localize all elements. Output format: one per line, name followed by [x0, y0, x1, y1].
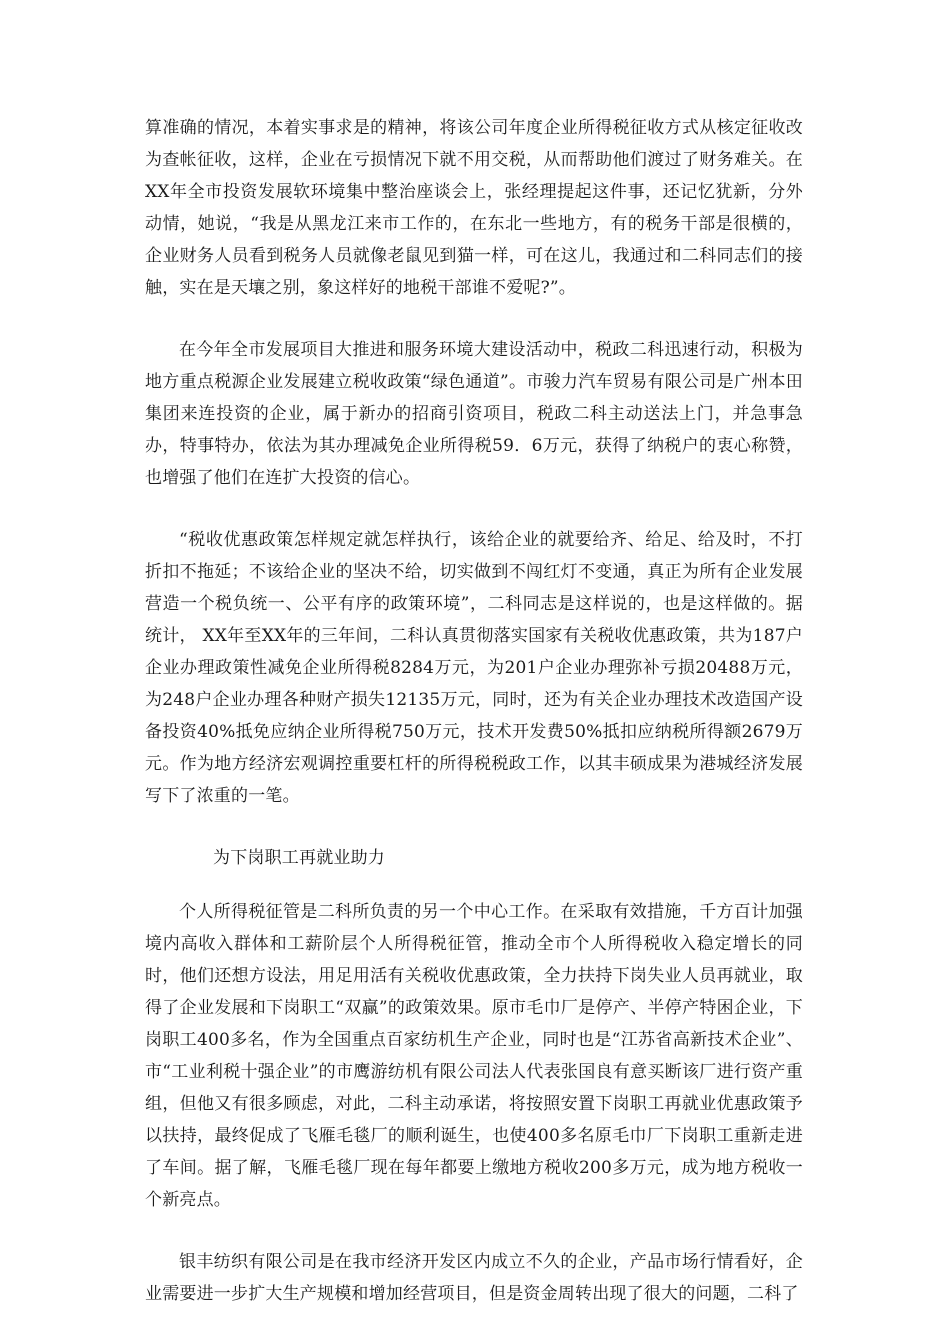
- paragraph-2: 在今年全市发展项目大推进和服务环境大建设活动中，税政二科迅速行动，积极为地方重点税源企业发展建立税收政策“绿色通道”。市骏力汽车贸易有限公司是广州本田集团来连投资的企业，属于新办的招商引资项目，税政二科主动送法上门，并急事急办，特事特办，依法为其办理减免企业所得税59．6万元，获得了纳税户的衷心称赞，也增强了他们在连扩大投资的信心。: [145, 340, 803, 488]
- paragraph-3: “税收优惠政策怎样规定就怎样执行，该给企业的就要给齐、给足、给及时，不打折扣不拖延；不该给企业的坚决不给，切实做到不闯红灯不变通，真正为所有企业发展营造一个税负统一、公平有序的政策环境”，二科同志是这样说的，也是这样做的。据统计， XX年至XX年的三年间，二科认真贯彻落实国家有关税收优惠政策，共为187户企业办理政策性减免企业所得税8284万元，为201户企业办理弥补亏损20488万元，为248户企业办理各种财产损失12135万元，同时，还为有关企业办理技术改造国产设备投资40%抵免应纳企业所得税750万元，技术开发费50%抵扣应纳税所得额2679万元。作为地方经济宏观调控重要杠杆的所得税税政工作，以其丰硕成果为港城经济发展写下了浓重的一笔。: [145, 530, 803, 806]
- paragraph-4: 个人所得税征管是二科所负责的另一个中心工作。在采取有效措施，千方百计加强境内高收入群体和工薪阶层个人所得税征管，推动全市个人所得税收入稳定增长的同时，他们还想方设法，用足用活有关税收优惠政策，全力扶持下岗失业人员再就业，取得了企业发展和下岗职工“双赢”的政策效果。原市毛巾厂是停产、半停产特困企业，下岗职工400多名，作为全国重点百家纺机生产企业，同时也是“江苏省高新技术企业”、市“工业利税十强企业”的市鹰游纺机有限公司法人代表张国良有意买断该厂进行资产重组，但他又有很多顾虑，对此，二科主动承诺，将按照安置下岗职工再就业优惠政策予以扶持，最终促成了飞雁毛毯厂的顺利诞生，也使400多名原毛巾厂下岗职工重新走进了车间。据了解，飞雁毛毯厂现在每年都要上缴地方税收200多万元，成为地方税收一个新亮点。: [145, 902, 803, 1210]
- section-heading: 为下岗职工再就业助力: [213, 848, 385, 868]
- document-body: [145, 112, 803, 1340]
- paragraph-1: 算准确的情况，本着实事求是的精神，将该公司年度企业所得税征收方式从核定征收改为查帐征收，这样，企业在亏损情况下就不用交税，从而帮助他们渡过了财务难关。在XX年全市投资发展软环境集中整治座谈会上，张经理提起这件事，还记忆犹新，分外动情，她说，“我是从黑龙江来市工作的，在东北一些地方，有的税务干部是很横的，企业财务人员看到税务人员就像老鼠见到猫一样，可在这儿，我通过和二科同志们的接触，实在是天壤之别，象这样好的地税干部谁不爱呢?”。: [145, 118, 803, 298]
- paragraph-5: 银丰纺织有限公司是在我市经济开发区内成立不久的企业，产品市场行情看好，企业需要进一步扩大生产规模和增加经营项目，但是资金周转出现了很大的问题，二科了: [145, 1252, 803, 1304]
